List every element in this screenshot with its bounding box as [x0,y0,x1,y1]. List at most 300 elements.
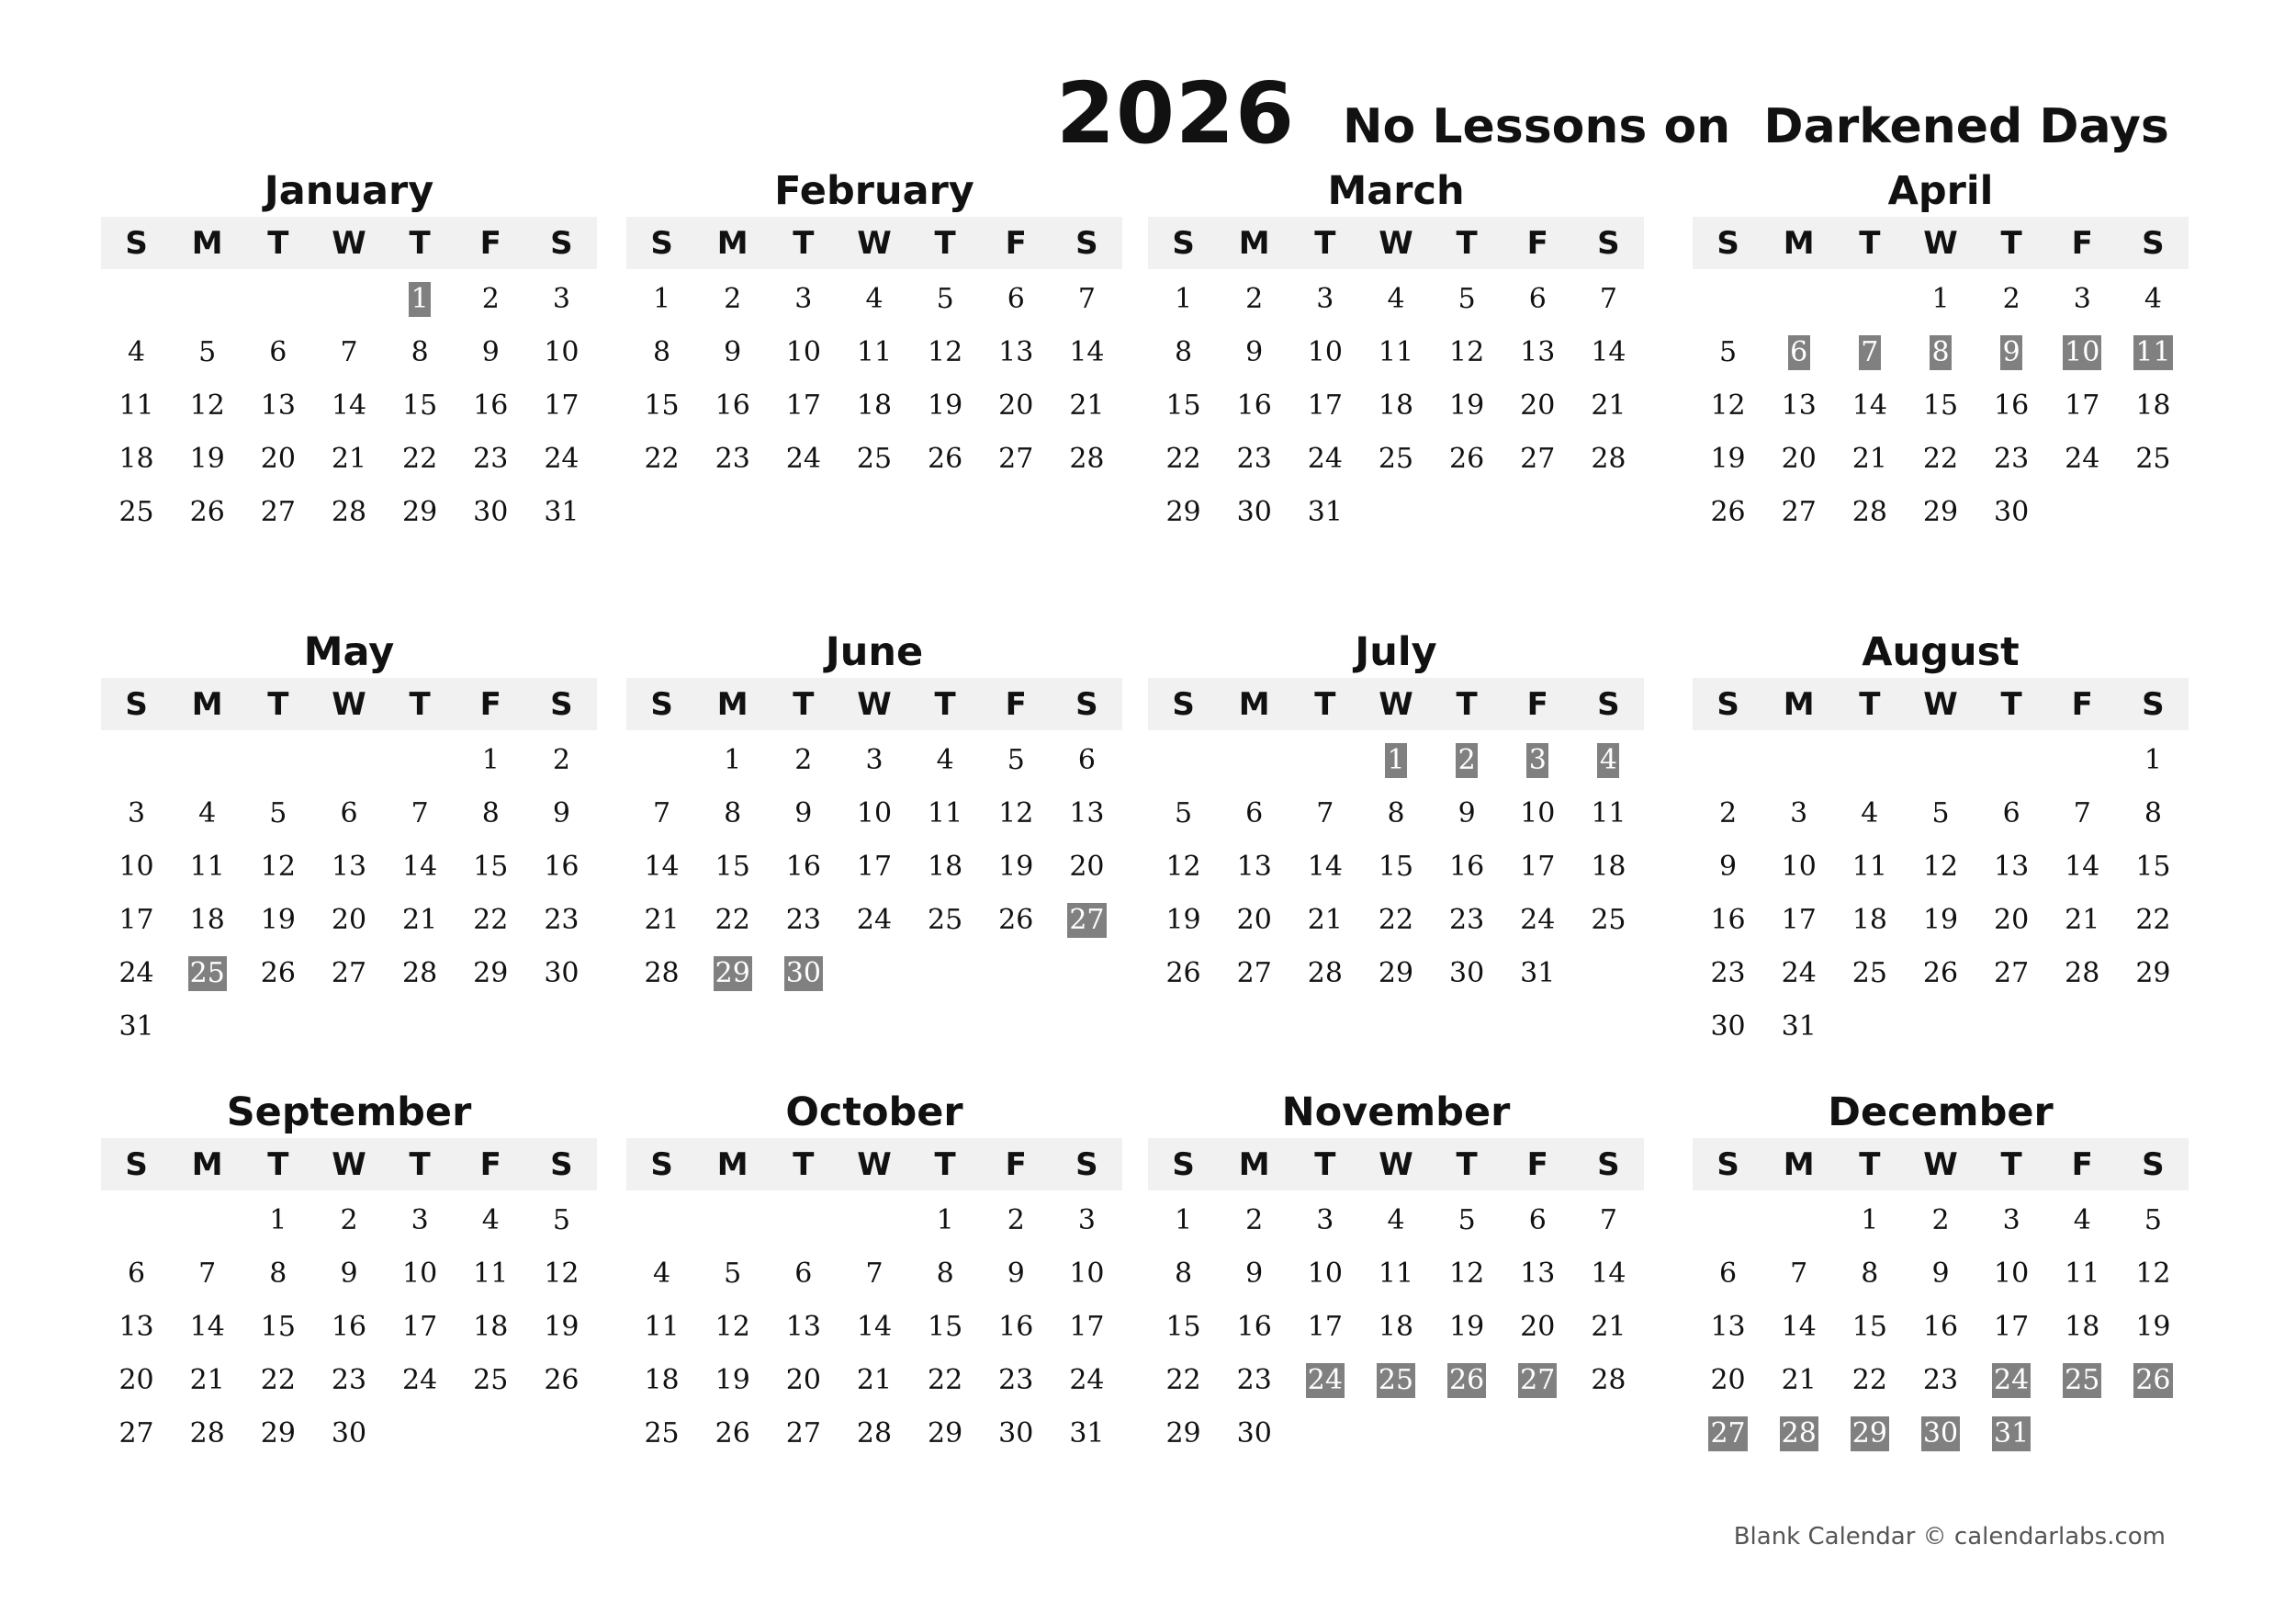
weekday-label: F [2071,224,2093,262]
day-cell [242,486,313,539]
day-number: 26 [1922,957,1959,989]
day-number: 23 [1710,957,1746,989]
weekday-label: T [1456,1145,1478,1183]
day-number: 20 [1710,1364,1746,1396]
day-cell [1905,1301,1975,1354]
weekday-label: F [2071,1145,2093,1183]
day-number: 22 [1922,443,1959,475]
day-grid [1148,730,1644,1000]
day-number: 16 [1922,1311,1959,1343]
day-number: 12 [1710,389,1746,422]
day-number: 31 [1520,957,1556,989]
day-cell [1763,1407,1834,1460]
day-cell [910,326,981,379]
day-cell [1052,326,1122,379]
day-number: 23 [785,904,821,936]
day-number: 23 [544,904,580,936]
day-cell [1976,486,2047,539]
day-number: 24 [544,443,580,475]
day-cell [172,894,242,947]
day-cell [1693,1247,1763,1301]
day-number: 13 [785,1311,821,1343]
day-number: 3 [1790,797,1808,829]
month-august [1693,626,2189,1054]
day-cell [2118,894,2189,947]
darkened-day-number: 1 [409,282,431,317]
day-number: 22 [715,904,750,936]
day-cell [456,273,526,326]
day-number: 13 [331,851,367,883]
day-cell [1432,787,1503,840]
weekday-label: S [550,1145,573,1183]
day-cell [1693,1000,1763,1054]
day-cell [385,894,456,947]
day-cell [1834,947,1905,1000]
day-number: 3 [1316,283,1334,315]
day-number: 8 [481,797,500,829]
day-number: 22 [928,1364,963,1396]
weekday-label: M [191,1145,223,1183]
day-cell [1360,273,1431,326]
day-cell [1976,1247,2047,1301]
day-number: 28 [856,1417,893,1449]
day-number: 8 [936,1257,954,1290]
day-cell [1693,840,1763,894]
day-cell [1360,1247,1431,1301]
day-cell [1219,273,1289,326]
day-cell [697,1407,768,1460]
day-number: 6 [1007,283,1025,315]
day-cell [101,1354,172,1407]
day-cell [1763,1000,1834,1054]
day-number: 6 [128,1257,146,1290]
day-cell [1503,1194,1573,1247]
darkened-day-number: 29 [1851,1417,1887,1449]
empty-cell [2047,734,2118,787]
day-number: 18 [928,851,963,883]
weekday-label: T [793,1145,815,1183]
weekday-label: F [479,224,501,262]
month-title: December [1828,1089,2054,1135]
day-cell [172,379,242,433]
day-cell [1573,1354,1644,1407]
day-grid [1693,269,2189,539]
weekday-label: T [793,224,815,262]
day-cell [1432,1354,1503,1407]
month-title: May [303,629,395,675]
day-cell [2118,1354,2189,1407]
month-november [1148,1087,1644,1460]
day-number: 15 [715,851,750,883]
empty-cell [1834,734,1905,787]
weekday-label: M [1238,1145,1270,1183]
day-cell [1905,273,1975,326]
day-number: 31 [1781,1010,1817,1043]
day-cell [1976,840,2047,894]
day-cell [1289,379,1360,433]
day-cell [313,1301,384,1354]
day-cell [1693,1407,1763,1460]
day-number: 13 [998,336,1034,368]
day-number: 21 [1591,1311,1626,1343]
day-cell [526,1247,597,1301]
day-number: 5 [1175,797,1193,829]
day-cell [1052,273,1122,326]
day-cell [313,1407,384,1460]
day-number: 5 [198,336,217,368]
day-cell [313,433,384,486]
day-cell [526,840,597,894]
weekday-label: W [1923,685,1958,723]
day-number: 8 [1175,336,1193,368]
day-cell [838,326,909,379]
day-number: 18 [856,389,893,422]
darkened-day-number: 24 [1307,1364,1343,1396]
day-number: 13 [1520,336,1556,368]
day-number: 27 [1520,443,1556,475]
day-cell [1763,787,1834,840]
empty-cell [626,1194,697,1247]
day-cell [1763,840,1834,894]
day-number: 6 [1528,283,1547,315]
day-number: 28 [2065,957,2100,989]
day-cell [1148,894,1219,947]
day-cell [697,1301,768,1354]
day-cell [1905,1407,1975,1460]
day-number: 5 [1458,1204,1476,1236]
day-cell [242,1247,313,1301]
day-number: 12 [715,1311,750,1343]
day-number: 23 [1236,443,1272,475]
day-number: 15 [644,389,680,422]
month-title: October [785,1089,963,1135]
day-cell [1289,787,1360,840]
weekday-label: S [1075,1145,1098,1183]
day-number: 10 [1520,797,1556,829]
day-number: 11 [856,336,893,368]
day-cell [626,894,697,947]
day-number: 27 [998,443,1034,475]
day-cell [768,734,838,787]
day-cell [1693,433,1763,486]
day-cell [1052,379,1122,433]
day-cell [981,734,1052,787]
day-cell [910,1247,981,1301]
day-cell [981,787,1052,840]
day-number: 20 [1069,851,1105,883]
day-cell [1148,486,1219,539]
day-number: 20 [998,389,1034,422]
day-cell [101,326,172,379]
day-number: 3 [1316,1204,1334,1236]
day-number: 7 [1599,283,1617,315]
day-cell [2118,1247,2189,1301]
day-number: 20 [331,904,367,936]
day-number: 18 [1851,904,1887,936]
day-number: 28 [402,957,438,989]
day-cell [838,433,909,486]
day-number: 9 [1719,851,1738,883]
day-number: 21 [189,1364,225,1396]
day-cell [101,1407,172,1460]
day-number: 11 [928,797,963,829]
day-cell [1834,433,1905,486]
day-number: 8 [1861,1257,1879,1290]
day-number: 12 [1449,1257,1485,1290]
day-cell [1763,1354,1834,1407]
day-number: 8 [269,1257,287,1290]
day-cell [172,947,242,1000]
day-number: 5 [552,1204,570,1236]
day-number: 12 [928,336,963,368]
day-cell [1976,273,2047,326]
day-number: 23 [1922,1364,1959,1396]
day-cell [626,433,697,486]
day-cell [456,326,526,379]
day-number: 3 [411,1204,429,1236]
day-number: 21 [1781,1364,1817,1396]
day-number: 20 [1994,904,2030,936]
weekday-label: M [1783,1145,1815,1183]
day-cell [838,734,909,787]
day-number: 18 [189,904,225,936]
day-number: 28 [331,496,367,528]
day-number: 6 [1077,744,1096,776]
day-cell [910,433,981,486]
day-number: 9 [1007,1257,1025,1290]
day-cell [1573,379,1644,433]
day-cell [838,1407,909,1460]
weekday-label: W [332,224,366,262]
weekday-label: T [267,1145,289,1183]
day-number: 24 [402,1364,438,1396]
day-number: 9 [1458,797,1476,829]
day-number: 12 [2135,1257,2171,1290]
day-cell [101,894,172,947]
weekday-label: F [1526,1145,1548,1183]
day-number: 17 [118,904,154,936]
empty-cell [172,734,242,787]
day-cell [526,273,597,326]
day-cell [1503,1301,1573,1354]
weekday-header [1148,1138,1644,1190]
day-number: 14 [1307,851,1343,883]
day-cell [981,379,1052,433]
day-number: 3 [865,744,884,776]
weekday-label: S [650,685,673,723]
day-cell [2047,433,2118,486]
weekday-label: M [716,224,748,262]
day-number: 3 [1077,1204,1096,1236]
day-grid [626,269,1122,486]
day-cell [526,947,597,1000]
day-cell [242,1194,313,1247]
day-number: 3 [2002,1204,2020,1236]
darkened-day-number: 29 [715,957,750,989]
day-cell [1573,1301,1644,1354]
day-number: 16 [715,389,750,422]
day-number: 25 [928,904,963,936]
day-number: 26 [1165,957,1201,989]
day-number: 16 [1236,1311,1272,1343]
day-cell [2047,894,2118,947]
day-number: 30 [544,957,580,989]
day-cell [385,486,456,539]
day-number: 27 [118,1417,154,1449]
day-number: 3 [128,797,146,829]
weekday-label: T [409,1145,431,1183]
day-number: 12 [998,797,1034,829]
day-cell [1976,1194,2047,1247]
day-cell [1052,894,1122,947]
day-number: 21 [856,1364,893,1396]
day-number: 25 [644,1417,680,1449]
darkened-day-number: 30 [785,957,821,989]
day-cell [1219,1194,1289,1247]
day-cell [626,1407,697,1460]
weekday-header [626,1138,1122,1190]
day-number: 11 [644,1311,680,1343]
day-number: 7 [198,1257,217,1290]
day-cell [242,1301,313,1354]
day-number: 10 [402,1257,438,1290]
day-number: 24 [2065,443,2100,475]
day-number: 22 [644,443,680,475]
day-number: 6 [340,797,358,829]
day-cell [1360,947,1431,1000]
weekday-label: M [716,1145,748,1183]
day-number: 9 [794,797,813,829]
day-number: 14 [331,389,367,422]
day-number: 19 [544,1311,580,1343]
weekday-label: S [550,685,573,723]
day-number: 22 [2135,904,2171,936]
weekday-label: W [857,685,892,723]
day-number: 24 [785,443,821,475]
day-cell [101,840,172,894]
day-cell [456,947,526,1000]
day-cell [1360,787,1431,840]
day-cell [2047,787,2118,840]
day-cell [697,1247,768,1301]
day-cell [1432,1301,1503,1354]
day-cell [1052,1247,1122,1301]
day-number: 17 [544,389,580,422]
day-cell [1503,1247,1573,1301]
day-number: 10 [1994,1257,2030,1290]
day-cell [1360,1301,1431,1354]
month-october [626,1087,1122,1460]
day-cell [1219,894,1289,947]
darkened-day-number: 4 [1597,743,1619,778]
month-june [626,626,1122,1000]
weekday-label: T [1859,224,1881,262]
day-cell [313,1194,384,1247]
day-number: 27 [1236,957,1272,989]
day-number: 19 [1165,904,1201,936]
day-number: 13 [1520,1257,1556,1290]
day-cell [697,947,768,1000]
weekday-header [1693,217,2189,269]
day-number: 17 [856,851,893,883]
day-number: 20 [118,1364,154,1396]
month-february [626,165,1122,486]
day-number: 30 [1236,1417,1272,1449]
day-cell [1052,1407,1122,1460]
day-number: 20 [1781,443,1817,475]
day-cell [172,1407,242,1460]
weekday-label: S [1716,224,1739,262]
calendar-subtitle: No Lessons on Darkened Days [1343,99,2169,154]
month-march [1148,165,1644,539]
day-number: 23 [998,1364,1034,1396]
day-cell [910,273,981,326]
day-number: 17 [1307,389,1343,422]
day-number: 20 [1236,904,1272,936]
day-number: 11 [1378,1257,1414,1290]
day-number: 12 [189,389,225,422]
day-number: 2 [724,283,742,315]
darkened-day-number: 11 [2135,336,2171,368]
day-number: 9 [1245,1257,1264,1290]
day-number: 25 [856,443,893,475]
day-cell [1289,947,1360,1000]
day-cell [910,894,981,947]
day-cell [1148,947,1219,1000]
day-number: 25 [1851,957,1887,989]
day-number: 12 [1449,336,1485,368]
day-cell [1360,326,1431,379]
day-cell [456,840,526,894]
weekday-label: T [2000,224,2022,262]
day-cell [1148,787,1219,840]
day-cell [1148,433,1219,486]
day-cell [768,1407,838,1460]
weekday-label: F [1526,685,1548,723]
day-number: 30 [998,1417,1034,1449]
empty-cell [1763,1194,1834,1247]
day-number: 4 [481,1204,500,1236]
day-number: 29 [473,957,509,989]
day-number: 13 [1710,1311,1746,1343]
day-cell [626,1301,697,1354]
day-number: 7 [340,336,358,368]
day-grid [101,730,597,1054]
day-number: 14 [402,851,438,883]
day-cell [1834,379,1905,433]
day-number: 11 [118,389,154,422]
day-cell [1573,734,1644,787]
day-cell [1905,486,1975,539]
day-number: 12 [260,851,296,883]
day-cell [1905,840,1975,894]
day-cell [1503,840,1573,894]
day-cell [1289,840,1360,894]
day-cell [456,1354,526,1407]
day-number: 25 [1591,904,1626,936]
day-number: 24 [1307,443,1343,475]
day-number: 28 [189,1417,225,1449]
weekday-label: F [1005,1145,1027,1183]
weekday-header [101,1138,597,1190]
day-cell [1432,273,1503,326]
day-number: 14 [189,1311,225,1343]
darkened-day-number: 25 [2065,1364,2100,1396]
day-cell [1693,326,1763,379]
day-cell [768,787,838,840]
day-cell [2047,379,2118,433]
day-number: 30 [1449,957,1485,989]
